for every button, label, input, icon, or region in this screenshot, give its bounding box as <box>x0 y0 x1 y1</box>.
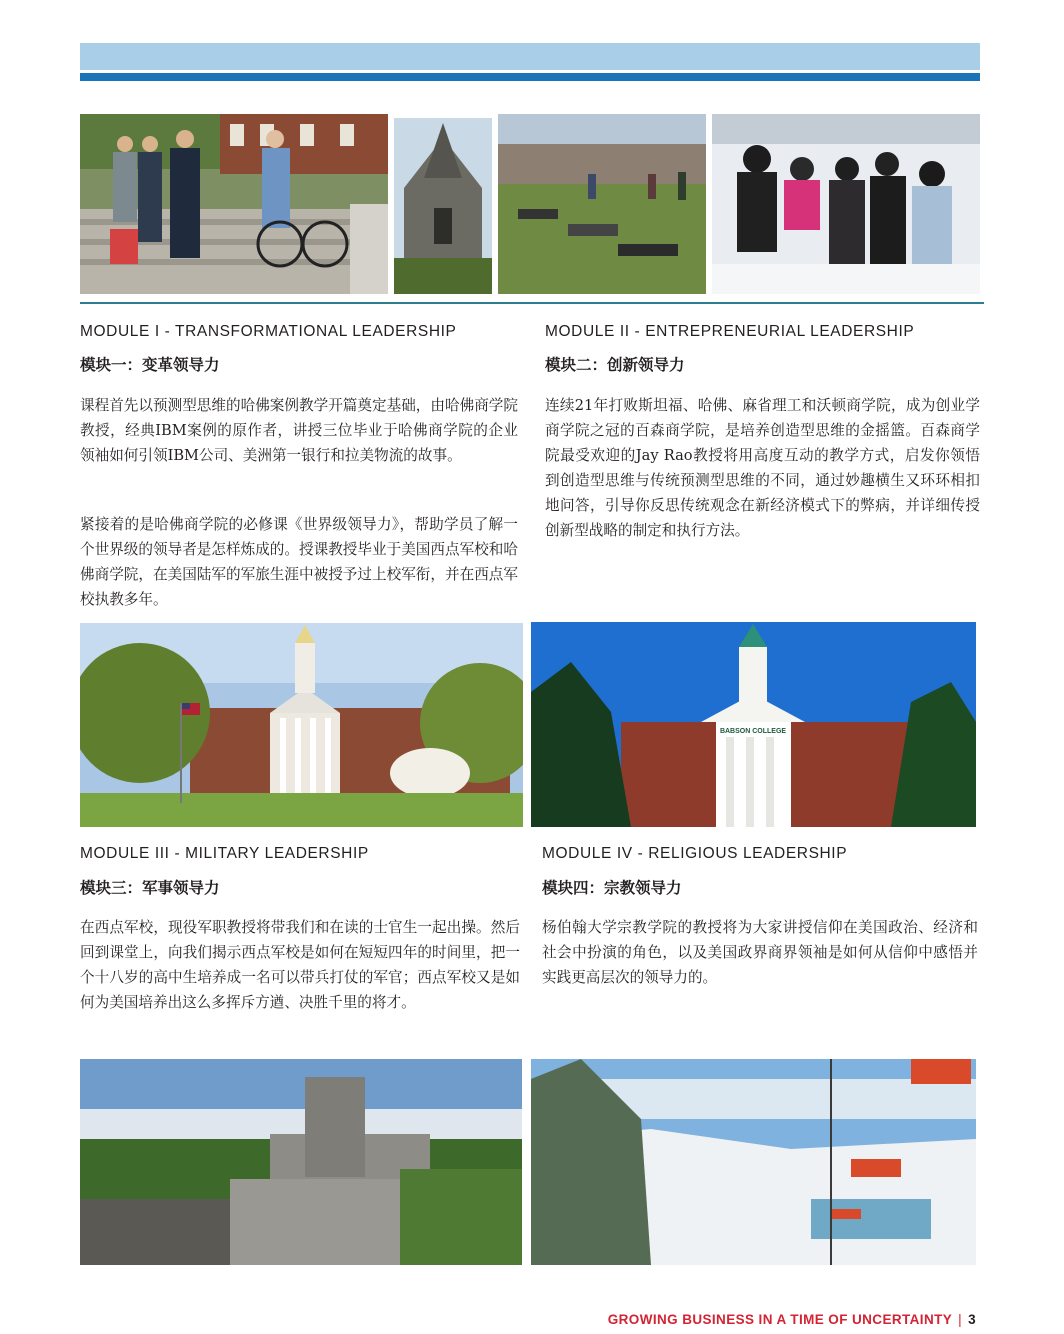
photo-ski-group <box>712 114 980 294</box>
module-1-paragraph-2: 紧接着的是哈佛商学院的必修课《世界级领导力》，帮助学员了解一个世界级的领导者是怎样炼成的。授课教授毕业于美国西点军校和哈佛商学院，在美国陆军的军旅生涯中被授予过上校军衔，并在西点军校执教多年。 <box>80 516 518 608</box>
module-4-title-en: MODULE IV - RELIGIOUS LEADERSHIP <box>542 845 848 862</box>
photo-west-point-chapel <box>80 1059 522 1265</box>
photo-babson-college <box>531 622 976 827</box>
module-1-title-cn: 模块一：变革领导力 <box>80 356 220 374</box>
module-3-paragraph-1: 在西点军校，现役军职教授将带我们和在读的士官生一起出操。然后回到课堂上，向我们揭示西点军校是如何在短短四年的时间里，把一个十八岁的高中生培养成一名可以带兵打仗的军官；西点军校又是如何为美国培养出这么多挥斥方遒、决胜千里的将才。 <box>80 919 520 1011</box>
photo-outdoor-exercise <box>498 114 706 294</box>
header-rule <box>80 73 980 81</box>
photo-harvard-baker-library <box>80 623 523 827</box>
module-1-title-en: MODULE I - TRANSFORMATIONAL LEADERSHIP <box>80 323 457 340</box>
photo-ski-resort-chairlift <box>531 1059 976 1265</box>
module-1-paragraph-1: 课程首先以预测型思维的哈佛案例教学开篇奠定基础，由哈佛商学院教授，经典IBM案例的原作者，讲授三位毕业于哈佛商学院的企业领袖如何引领IBM公司、美洲第一银行和拉美物流的故事。 <box>80 397 518 464</box>
module-4-title-cn: 模块四：宗教领导力 <box>542 879 682 897</box>
section-divider <box>80 302 984 304</box>
module-2-paragraph-1: 连续21年打败斯坦福、哈佛、麻省理工和沃顿商学院，成为创业学商学院之冠的百森商学院，是培养创造型思维的金摇篮。百森商学院最受欢迎的Jay Rao教授将用高度互动的教学方式，启发你领悟到创造型思维与传统预测型思维的不同，通过妙趣横生又环环相扣地问答，引导你反思传统观念在新经济模式下的弊病，并详细传授创新型战略的制定和执行方法。 <box>545 397 980 539</box>
photo-campus-group-visit <box>80 114 388 294</box>
module-3-title-cn: 模块三：军事领导力 <box>80 879 220 897</box>
footer-separator: | <box>958 1312 963 1327</box>
header-band <box>80 43 980 70</box>
footer-tagline: GROWING BUSINESS IN A TIME OF UNCERTAINTY <box>607 1312 953 1327</box>
module-2-title-en: MODULE II - ENTREPRENEURIAL LEADERSHIP <box>545 323 915 340</box>
page-footer <box>608 1312 976 1327</box>
page-number: 3 <box>968 1312 976 1327</box>
babson-sign-text: BABSON COLLEGE <box>719 728 787 735</box>
module-4-paragraph-1: 杨伯翰大学宗教学院的教授将为大家讲授信仰在美国政治、经济和社会中扮演的角色，以及美国政界商界领袖是如何从信仰中感悟并实践更高层次的领导力的。 <box>542 919 978 986</box>
module-2-title-cn: 模块二：创新领导力 <box>545 356 685 374</box>
module-3-title-en: MODULE III - MILITARY LEADERSHIP <box>80 845 369 862</box>
photo-stone-chapel <box>394 118 492 294</box>
